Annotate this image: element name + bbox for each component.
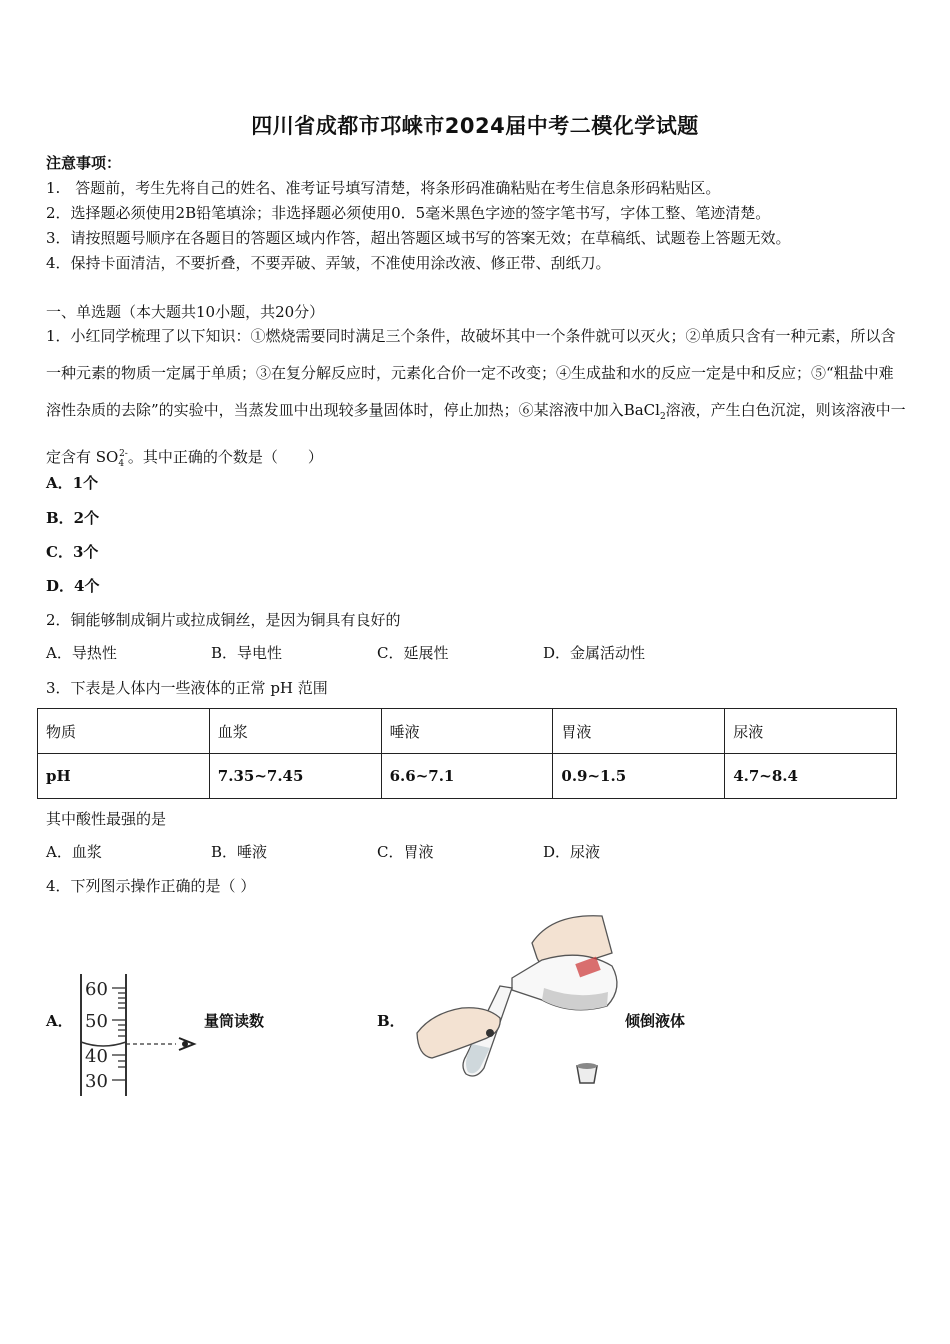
table-cell: 胃液 bbox=[553, 709, 725, 754]
notice-item-4: 4．保持卡面清洁，不要折叠，不要弄破、弄皱，不准使用涂改液、修正带、刮纸刀。 bbox=[46, 254, 611, 272]
tick-label: 30 bbox=[85, 1071, 108, 1092]
q4-option-a-label: A． bbox=[46, 1012, 73, 1030]
table-cell: pH bbox=[38, 754, 210, 799]
q1-option-d: D．4个 bbox=[46, 577, 100, 595]
q3-option-b: B．唾液 bbox=[211, 843, 268, 861]
bacl-text: BaCl bbox=[623, 401, 660, 419]
bacl-subscript: 2 bbox=[659, 412, 666, 422]
table-cell: 血浆 bbox=[209, 709, 381, 754]
ph-table bbox=[37, 708, 897, 799]
cylinder-reading-figure bbox=[76, 972, 206, 1098]
q2-option-d: D．金属活动性 bbox=[543, 644, 646, 662]
pouring-liquid-figure bbox=[412, 908, 627, 1098]
q2-option-b: B．导电性 bbox=[211, 644, 283, 662]
q1-option-b: B．2个 bbox=[46, 509, 100, 527]
eye-icon bbox=[179, 1038, 194, 1050]
q2-stem: 2．铜能够制成铜片或拉成铜丝，是因为铜具有良好的 bbox=[46, 611, 401, 629]
table-cell: 唾液 bbox=[381, 709, 553, 754]
so4-subscript: 4 bbox=[118, 459, 125, 469]
q4-option-b-label: B． bbox=[377, 1012, 405, 1030]
tick-label: 50 bbox=[85, 1011, 108, 1032]
q3-option-a: A．血浆 bbox=[46, 843, 102, 861]
notice-item-2: 2．选择题必须使用2B铅笔填涂；非选择题必须使用0．5毫米黑色字迹的签字笔书写，字体工整、笔迹清楚。 bbox=[46, 204, 771, 222]
q1-text-end: 。其中正确的个数是（ ） bbox=[127, 448, 323, 466]
page-title: 四川省成都市邛崃市2024届中考二模化学试题 bbox=[251, 114, 699, 138]
q2-option-a: A．导热性 bbox=[46, 644, 117, 662]
q4-option-a-caption: 量筒读数 bbox=[204, 1012, 265, 1030]
q1-stem bbox=[46, 318, 906, 483]
notice-item-1: 1. 答题前，考生先将自己的姓名、准考证号填写清楚，将条形码准确粘贴在考生信息条形码粘贴区。 bbox=[46, 179, 721, 197]
table-row bbox=[38, 754, 897, 799]
table-cell: 4.7~8.4 bbox=[725, 754, 897, 799]
section-heading: 一、单选题（本大题共10小题，共20分） bbox=[46, 303, 325, 321]
so4-superscript: 2- bbox=[119, 449, 128, 459]
q1-option-c: C．3个 bbox=[46, 543, 99, 561]
q3-option-d: D．尿液 bbox=[543, 843, 601, 861]
q3-stem: 3．下表是人体内一些液体的正常 pH 范围 bbox=[46, 679, 328, 697]
table-cell: 物质 bbox=[38, 709, 210, 754]
tick-label: 40 bbox=[85, 1046, 108, 1067]
q1-option-a: A．1个 bbox=[46, 474, 99, 492]
q3-after: 其中酸性最强的是 bbox=[46, 810, 167, 828]
q3-option-c: C．胃液 bbox=[377, 843, 434, 861]
table-cell: 7.35~7.45 bbox=[209, 754, 381, 799]
q1-bacl bbox=[623, 401, 666, 422]
notice-heading: 注意事项： bbox=[46, 154, 122, 172]
q2-option-c: C．延展性 bbox=[377, 644, 449, 662]
q4-stem: 4．下列图示操作正确的是（ ） bbox=[46, 877, 256, 895]
table-cell: 0.9~1.5 bbox=[553, 754, 725, 799]
table-header-row bbox=[38, 709, 897, 754]
notice-item-3: 3．请按照题号顺序在各题目的答题区域内作答，超出答题区域书写的答案无效；在草稿纸、试题卷上答题无效。 bbox=[46, 229, 791, 247]
q1-text-part1: 1．小红同学梳理了以下知识：①燃烧需要同时满足三个条件，故破坏其中一个条件就可以灭火；②单质只含有一种元素，所以含一种元素的物质一定属于单质；③在复分解反应时，元素化合价一定不改变；④生成盐和水的反应一定是中和反应；⑤“粗盐中难溶性杂质的去除”的实验中，当蒸发皿中出现较多量固体时，停止加热；⑥某溶液中加入 bbox=[46, 327, 896, 419]
q4-option-b-caption: 倾倒液体 bbox=[625, 1012, 686, 1030]
table-cell: 6.6~7.1 bbox=[381, 754, 553, 799]
table-cell: 尿液 bbox=[725, 709, 897, 754]
q1-text-mid: 溶液，产生白色沉淀，则该溶液中一定含有 SO bbox=[46, 401, 906, 466]
tick-label: 60 bbox=[85, 979, 108, 1000]
